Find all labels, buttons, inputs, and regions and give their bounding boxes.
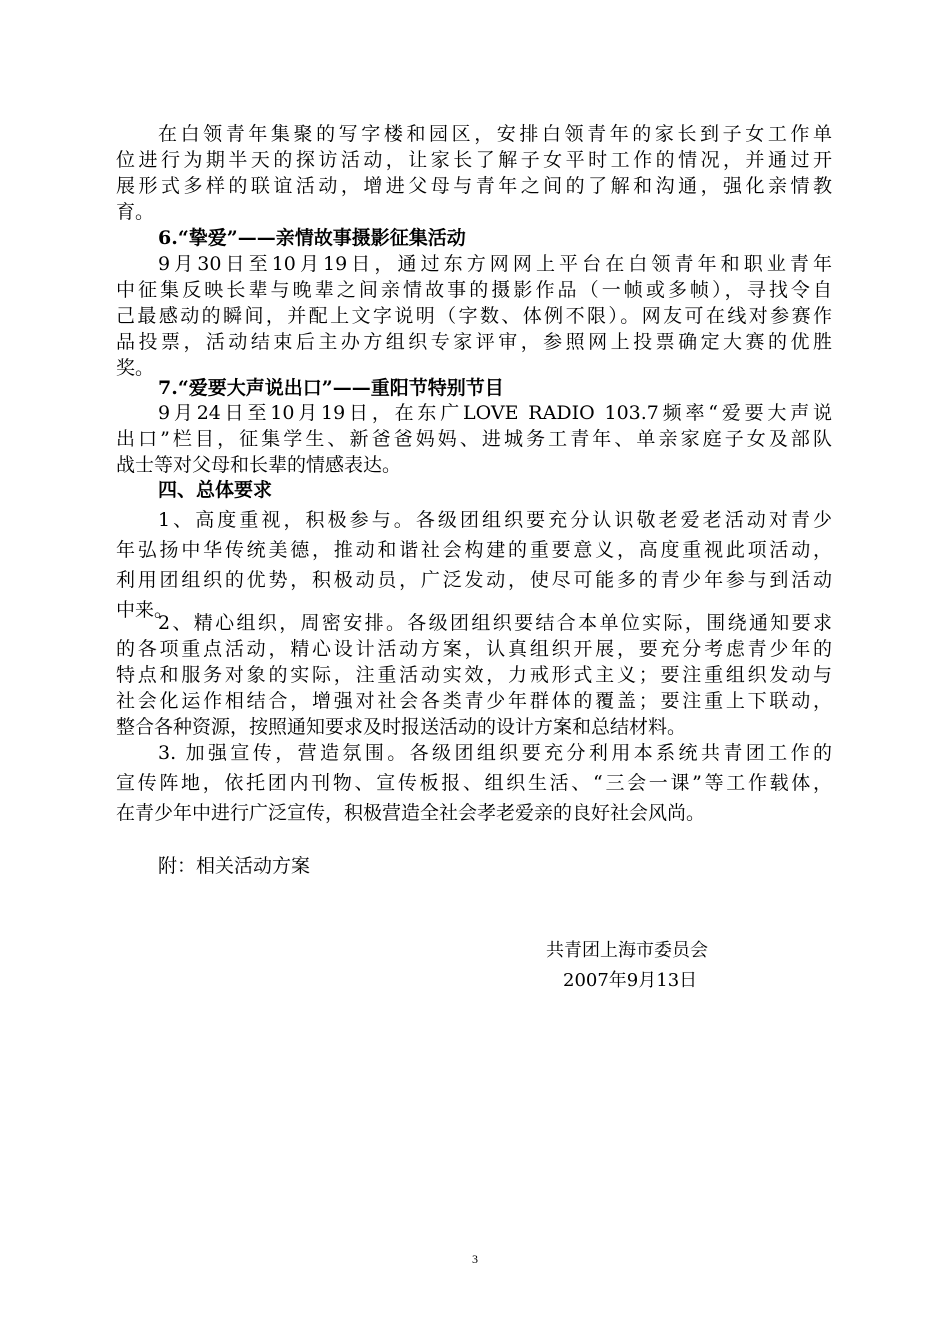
text-line: 社会化运作相结合，增强对社会各类青少年群体的覆盖；要注重上下联动，: [116, 690, 832, 712]
text-line: 宣传阵地，依托团内刊物、宣传板报、组织生活、“三会一课”等工作载体，: [116, 772, 832, 794]
text-line: 中来。: [116, 599, 174, 621]
text-line: 奖。: [116, 357, 155, 379]
text-line: 特点和服务对象的实际，注重活动实效，力戒形式主义；要注重组织发动与: [116, 664, 832, 686]
text-line: 3. 加强宣传，营造氛围。各级团组织要充分利用本系统共青团工作的: [158, 742, 832, 764]
section-heading-4: 四、总体要求: [158, 479, 273, 501]
attachment-note: 附：相关活动方案: [158, 855, 311, 877]
section-heading-7: 7.“爱要大声说出口”——重阳节特别节目: [158, 377, 504, 399]
text-line: 在白领青年集聚的写字楼和园区，安排白领青年的家长到子女工作单: [158, 123, 832, 145]
text-line: 在青少年中进行广泛宣传，积极营造全社会孝老爱亲的良好社会风尚。: [116, 802, 706, 824]
text-line: 年弘扬中华传统美德，推动和谐社会构建的重要意义，高度重视此项活动，: [116, 539, 832, 561]
text-line: 展形式多样的联谊活动，增进父母与青年之间的了解和沟通，强化亲情教: [116, 175, 832, 197]
text-line: 出口”栏目，征集学生、新爸爸妈妈、进城务工青年、单亲家庭子女及部队: [116, 428, 832, 450]
text-line: 品投票，活动结束后主办方组织专家评审，参照网上投票确定大赛的优胜: [116, 331, 832, 353]
text-line: 位进行为期半天的探访活动，让家长了解子女平时工作的情况，并通过开: [116, 149, 832, 171]
page-number: 3: [472, 1252, 478, 1266]
text-line: 9月24日至10月19日，在东广LOVE RADIO 103.7频率“爱要大声说: [158, 402, 832, 424]
text-line: 2、精心组织，周密安排。各级团组织要结合本单位实际，围绕通知要求: [158, 612, 832, 634]
text-line: 育。: [116, 201, 155, 223]
signature-date: 2007年9月13日: [563, 970, 698, 991]
text-line: 利用团组织的优势，积极动员，广泛发动，使尽可能多的青少年参与到活动: [116, 569, 832, 591]
text-line: 1、高度重视，积极参与。各级团组织要充分认识敬老爱老活动对青少: [158, 509, 832, 531]
text-line: 整合各种资源，按照通知要求及时报送活动的设计方案和总结材料。: [116, 716, 687, 738]
text-line: 的各项重点活动，精心设计活动方案，认真组织开展，要充分考虑青少年的: [116, 638, 832, 660]
signature-org: 共青团上海市委员会: [546, 940, 708, 961]
text-line: 己最感动的瞬间，并配上文字说明（字数、体例不限）。网友可在线对参赛作: [116, 305, 832, 327]
text-line: 中征集反映长辈与晚辈之间亲情故事的摄影作品（一帧或多帧），寻找令自: [116, 279, 832, 301]
text-line: 战士等对父母和长辈的情感表达。: [116, 454, 402, 476]
text-line: 9月30日至10月19日，通过东方网网上平台在白领青年和职业青年: [158, 253, 832, 275]
section-heading-6: 6.“挚爱”——亲情故事摄影征集活动: [158, 227, 466, 249]
